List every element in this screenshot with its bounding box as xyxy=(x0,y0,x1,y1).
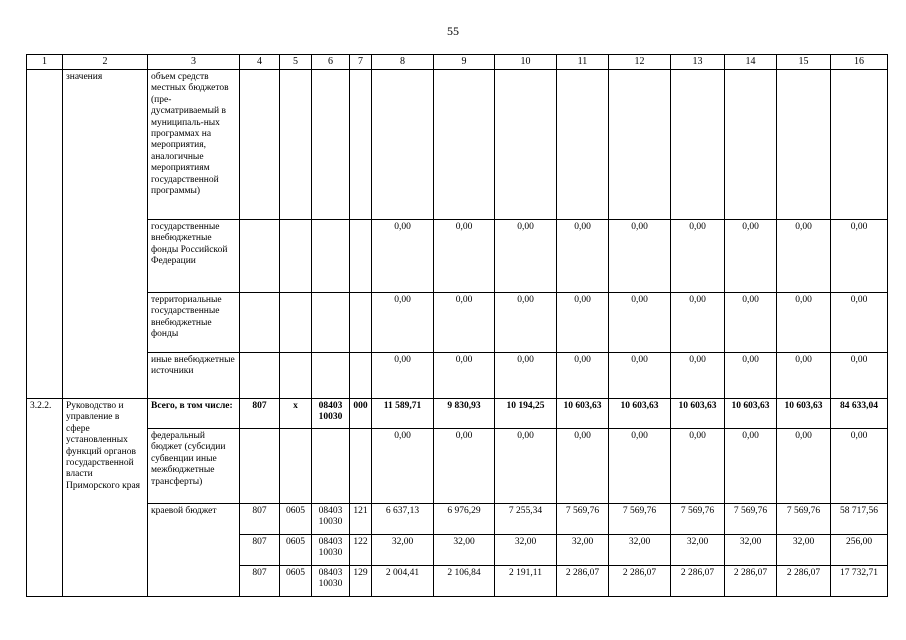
code-cell: 807 xyxy=(240,535,280,566)
funding-source-cell: федеральный бюджет (субсидии субвенции иные межбюджетные трансферты) xyxy=(148,429,240,504)
column-header: 12 xyxy=(609,55,671,70)
value-cell: 0,00 xyxy=(372,220,434,293)
value-cell: 0,00 xyxy=(557,220,609,293)
value-cell: 0,00 xyxy=(725,293,777,353)
column-header: 3 xyxy=(148,55,240,70)
table-row xyxy=(27,353,888,399)
code-cell: х xyxy=(280,399,312,429)
value-cell: 0,00 xyxy=(777,293,831,353)
value-cell: 0,00 xyxy=(609,353,671,399)
code-cell: 08403 10030 xyxy=(312,399,350,429)
value-cell: 0,00 xyxy=(831,220,888,293)
column-header: 6 xyxy=(312,55,350,70)
value-cell: 2 191,11 xyxy=(495,566,557,597)
value-cell: 2 106,84 xyxy=(434,566,495,597)
value-cell: 0,00 xyxy=(671,220,725,293)
code-cell: 0605 xyxy=(280,535,312,566)
value-cell: 0,00 xyxy=(609,220,671,293)
value-cell: 32,00 xyxy=(557,535,609,566)
table-row xyxy=(27,429,888,504)
code-cell: 807 xyxy=(240,504,280,535)
value-cell: 2 286,07 xyxy=(777,566,831,597)
value-cell: 0,00 xyxy=(671,429,725,504)
value-cell: 32,00 xyxy=(495,535,557,566)
value-cell: 0,00 xyxy=(557,353,609,399)
funding-source-cell: объем средств местных бюджетов (пре-дусматриваемый в муниципаль-ных программах на мероприятия, аналогичные мероприятиям государственной программы) xyxy=(148,70,240,220)
value-cell: 0,00 xyxy=(777,220,831,293)
value-cell: 10 603,63 xyxy=(609,399,671,429)
value-cell: 0,00 xyxy=(495,220,557,293)
value-cell: 32,00 xyxy=(434,535,495,566)
value-cell: 32,00 xyxy=(671,535,725,566)
value-cell: 7 569,76 xyxy=(777,504,831,535)
value-cell: 0,00 xyxy=(495,293,557,353)
value-cell: 6 637,13 xyxy=(372,504,434,535)
value-cell: 58 717,56 xyxy=(831,504,888,535)
funding-source-cell: иные внебюджетные источники xyxy=(148,353,240,399)
value-cell: 0,00 xyxy=(725,429,777,504)
table-row xyxy=(27,293,888,353)
value-cell: 11 589,71 xyxy=(372,399,434,429)
value-cell: 0,00 xyxy=(777,429,831,504)
value-cell: 2 004,41 xyxy=(372,566,434,597)
column-header: 1 xyxy=(27,55,63,70)
value-cell: 32,00 xyxy=(777,535,831,566)
row-number-cell: 3.2.2. xyxy=(27,399,63,597)
value-cell: 2 286,07 xyxy=(557,566,609,597)
value-cell: 2 286,07 xyxy=(671,566,725,597)
funding-source-cell: государственные внебюджетные фонды Российской Федерации xyxy=(148,220,240,293)
value-cell: 0,00 xyxy=(434,353,495,399)
code-cell: 121 xyxy=(350,504,372,535)
value-cell: 0,00 xyxy=(495,429,557,504)
column-header: 9 xyxy=(434,55,495,70)
value-cell: 7 569,76 xyxy=(671,504,725,535)
value-cell: 0,00 xyxy=(831,353,888,399)
value-cell: 32,00 xyxy=(372,535,434,566)
code-cell: 08403 10030 xyxy=(312,504,350,535)
value-cell: 10 603,63 xyxy=(557,399,609,429)
value-cell: 0,00 xyxy=(434,220,495,293)
code-cell: 0605 xyxy=(280,566,312,597)
value-cell: 10 603,63 xyxy=(671,399,725,429)
value-cell: 9 830,93 xyxy=(434,399,495,429)
column-header: 8 xyxy=(372,55,434,70)
value-cell: 0,00 xyxy=(434,293,495,353)
activity-name-cell: значения xyxy=(63,70,148,399)
value-cell: 2 286,07 xyxy=(609,566,671,597)
page-number: 55 xyxy=(447,24,459,38)
column-header: 10 xyxy=(495,55,557,70)
value-cell: 0,00 xyxy=(609,293,671,353)
table-row xyxy=(27,504,888,535)
value-cell: 0,00 xyxy=(725,220,777,293)
code-cell: 0605 xyxy=(280,504,312,535)
value-cell: 0,00 xyxy=(495,353,557,399)
column-header: 14 xyxy=(725,55,777,70)
column-header: 11 xyxy=(557,55,609,70)
value-cell: 7 569,76 xyxy=(725,504,777,535)
value-cell: 6 976,29 xyxy=(434,504,495,535)
value-cell: 0,00 xyxy=(609,429,671,504)
value-cell: 32,00 xyxy=(725,535,777,566)
table-row xyxy=(27,70,888,220)
table-row xyxy=(27,399,888,429)
code-cell: 807 xyxy=(240,399,280,429)
code-cell: 08403 10030 xyxy=(312,535,350,566)
value-cell: 0,00 xyxy=(557,293,609,353)
column-header: 5 xyxy=(280,55,312,70)
value-cell: 2 286,07 xyxy=(725,566,777,597)
value-cell: 17 732,71 xyxy=(831,566,888,597)
value-cell: 10 603,63 xyxy=(777,399,831,429)
value-cell: 0,00 xyxy=(372,429,434,504)
budget-table xyxy=(26,54,888,597)
row-number-cell xyxy=(27,70,63,399)
activity-name-cell: Руководство и управление в сфере установленных функций органов государственной власти Приморского края xyxy=(63,399,148,597)
value-cell: 0,00 xyxy=(434,429,495,504)
value-cell: 32,00 xyxy=(609,535,671,566)
value-cell: 7 569,76 xyxy=(609,504,671,535)
value-cell: 0,00 xyxy=(725,353,777,399)
value-cell: 0,00 xyxy=(372,293,434,353)
value-cell: 0,00 xyxy=(372,353,434,399)
column-header-row xyxy=(27,55,888,70)
value-cell: 256,00 xyxy=(831,535,888,566)
value-cell: 0,00 xyxy=(671,353,725,399)
value-cell: 7 255,34 xyxy=(495,504,557,535)
table-row xyxy=(27,220,888,293)
column-header: 4 xyxy=(240,55,280,70)
value-cell: 0,00 xyxy=(557,429,609,504)
code-cell: 000 xyxy=(350,399,372,429)
value-cell: 0,00 xyxy=(777,353,831,399)
value-cell: 0,00 xyxy=(671,293,725,353)
value-cell: 10 603,63 xyxy=(725,399,777,429)
code-cell: 129 xyxy=(350,566,372,597)
value-cell: 0,00 xyxy=(831,429,888,504)
value-cell: 7 569,76 xyxy=(557,504,609,535)
code-cell: 122 xyxy=(350,535,372,566)
funding-source-cell: Всего, в том числе: xyxy=(148,399,240,429)
code-cell: 807 xyxy=(240,566,280,597)
value-cell: 0,00 xyxy=(831,293,888,353)
column-header: 16 xyxy=(831,55,888,70)
column-header: 7 xyxy=(350,55,372,70)
funding-source-cell: территориальные государственные внебюджетные фонды xyxy=(148,293,240,353)
value-cell: 10 194,25 xyxy=(495,399,557,429)
column-header: 15 xyxy=(777,55,831,70)
column-header: 2 xyxy=(63,55,148,70)
column-header: 13 xyxy=(671,55,725,70)
value-cell: 84 633,04 xyxy=(831,399,888,429)
code-cell: 08403 10030 xyxy=(312,566,350,597)
funding-source-cell: краевой бюджет xyxy=(148,504,240,597)
